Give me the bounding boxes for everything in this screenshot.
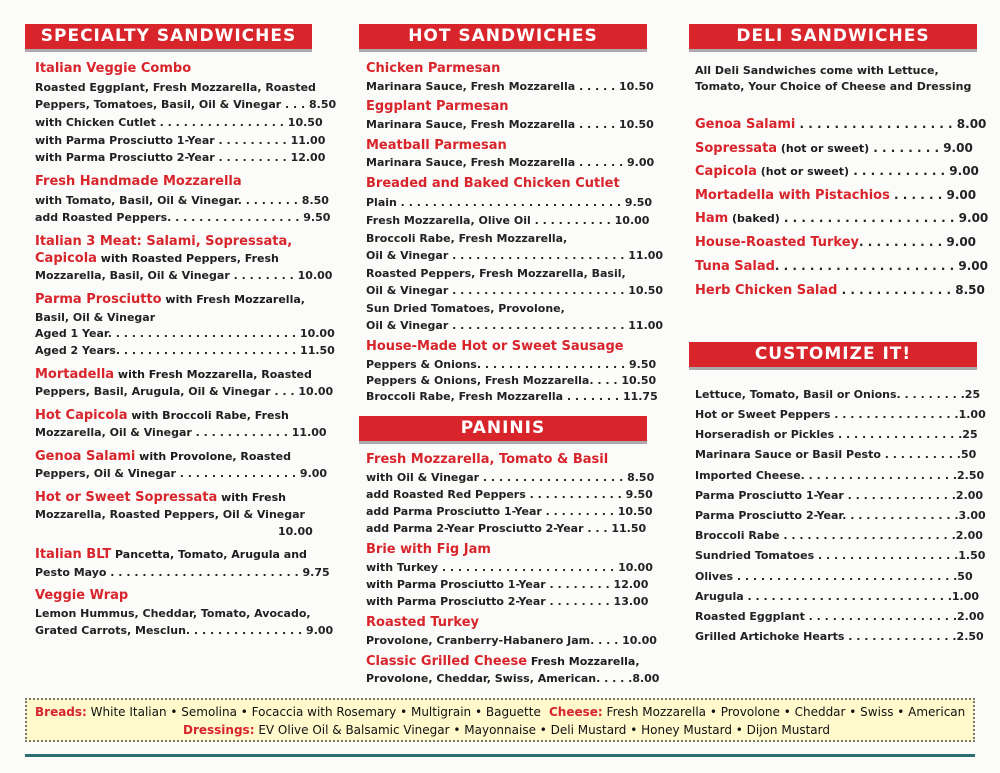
item-line: Provolone, Cheddar, Swiss, American. . . . .8.00 bbox=[366, 672, 660, 685]
deli-item: Genoa Salami . . . . . . . . . . . . . . . . . . 8.00 bbox=[695, 117, 987, 132]
specialty-header: SPECIALTY SANDWICHES bbox=[25, 24, 312, 52]
item-title: Roasted Turkey bbox=[366, 615, 480, 630]
item-line: Mozzarella, Basil, Oil & Vinegar . . . . . . . . 10.00 bbox=[35, 269, 333, 282]
customize-item: Hot or Sweet Peppers . . . . . . . . . . . . . . . .1.00 bbox=[695, 408, 986, 421]
deli-note: All Deli Sandwiches come with Lettuce, bbox=[695, 64, 939, 77]
item-title: Genoa Salami with Provolone, Roasted bbox=[35, 449, 292, 464]
cheese-list: Fresh Mozzarella • Provolone • Cheddar • Swiss • American bbox=[606, 705, 966, 719]
item-line: 10.00 bbox=[278, 525, 313, 538]
item-line: Peppers, Tomatoes, Basil, Oil & Vinegar . . . 8.50 bbox=[35, 98, 337, 111]
customize-header: CUSTOMIZE IT! bbox=[689, 342, 977, 370]
customize-item: Parma Prosciutto 1-Year . . . . . . . . . . . . . .2.00 bbox=[695, 489, 984, 502]
item-title: Italian Veggie Combo bbox=[35, 61, 192, 76]
item-line: add Parma 2-Year Prosciutto 2-Year . . . 11.50 bbox=[366, 522, 647, 535]
item-line: Oil & Vinegar . . . . . . . . . . . . . . . . . . . . . . 10.50 bbox=[366, 284, 664, 297]
item-line: with Tomato, Basil, Oil & Vinegar. . . . . . . . 8.50 bbox=[35, 194, 329, 207]
item-title: Fresh Mozzarella, Tomato & Basil bbox=[366, 452, 609, 467]
bottom-rule bbox=[25, 754, 975, 757]
item-line: Basil, Oil & Vinegar bbox=[35, 311, 156, 324]
item-title: Capicola with Roasted Peppers, Fresh bbox=[35, 251, 279, 266]
item-title: Italian 3 Meat: Salami, Sopressata, bbox=[35, 234, 293, 249]
dressings-label: Dressings: bbox=[183, 723, 255, 737]
paninis-header: PANINIS bbox=[359, 416, 647, 444]
deli-item: House-Roasted Turkey. . . . . . . . . . 9.00 bbox=[695, 235, 977, 250]
item-line: Marinara Sauce, Fresh Mozzarella . . . . . . 9.00 bbox=[366, 156, 655, 169]
customize-item: Imported Cheese. . . . . . . . . . . . . . . . . . . .2.50 bbox=[695, 469, 985, 482]
item-line: Oil & Vinegar . . . . . . . . . . . . . . . . . . . . . . 11.00 bbox=[366, 319, 664, 332]
deli-item: Ham (baked) . . . . . . . . . . . . . . . . . . . . 9.00 bbox=[695, 211, 989, 226]
item-line: Plain . . . . . . . . . . . . . . . . . . . . . . . . . . . . 9.50 bbox=[366, 196, 653, 209]
customize-item: Roasted Eggplant . . . . . . . . . . . . . . . . . . .2.00 bbox=[695, 610, 985, 623]
hot-header: HOT SANDWICHES bbox=[359, 24, 647, 52]
item-line: Oil & Vinegar . . . . . . . . . . . . . . . . . . . . . . 11.00 bbox=[366, 249, 664, 262]
item-line: Marinara Sauce, Fresh Mozzarella . . . . . 10.50 bbox=[366, 118, 654, 131]
deli-item: Mortadella with Pistachios . . . . . . 9.00 bbox=[695, 188, 977, 203]
item-title: House-Made Hot or Sweet Sausage bbox=[366, 339, 624, 354]
item-line: Fresh Mozzarella, Olive Oil . . . . . . . . . . 10.00 bbox=[366, 214, 650, 227]
item-title: Eggplant Parmesan bbox=[366, 99, 509, 114]
item-line: with Oil & Vinegar . . . . . . . . . . . . . . . . . . 8.50 bbox=[366, 471, 655, 484]
item-line: with Parma Prosciutto 1-Year . . . . . . . . 12.00 bbox=[366, 578, 649, 591]
item-title: Italian BLT Pancetta, Tomato, Arugula and bbox=[35, 547, 307, 562]
customize-item: Broccoli Rabe . . . . . . . . . . . . . . . . . . . . . .2.00 bbox=[695, 529, 983, 542]
item-line: with Parma Prosciutto 1-Year . . . . . . . . . 11.00 bbox=[35, 134, 326, 147]
item-title: Meatball Parmesan bbox=[366, 138, 507, 153]
customize-item: Grilled Artichoke Hearts . . . . . . . . . . . . . .2.50 bbox=[695, 630, 984, 643]
item-line: add Roasted Red Peppers . . . . . . . . . . . . 9.50 bbox=[366, 488, 653, 501]
customize-item: Olives . . . . . . . . . . . . . . . . . . . . . . . . . . . .50 bbox=[695, 570, 973, 583]
cheese-row bbox=[549, 704, 965, 720]
item-line: Sun Dried Tomatoes, Provolone, bbox=[366, 302, 565, 315]
deli-header: DELI SANDWICHES bbox=[689, 24, 977, 52]
deli-item: Sopressata (hot or sweet) . . . . . . . . 9.00 bbox=[695, 141, 973, 156]
item-line: Mozzarella, Roasted Peppers, Oil & Vinegar bbox=[35, 508, 305, 521]
item-line: Aged 1 Year. . . . . . . . . . . . . . . . . . . . . . . . 10.00 bbox=[35, 327, 335, 340]
item-line: add Parma Prosciutto 1-Year . . . . . . . . . 10.50 bbox=[366, 505, 653, 518]
item-title: Hot Capicola with Broccoli Rabe, Fresh bbox=[35, 408, 289, 423]
dressings-list: EV Olive Oil & Balsamic Vinegar • Mayonnaise • Deli Mustard • Honey Mustard • Dijon Mustard bbox=[258, 723, 830, 737]
item-line: with Parma Prosciutto 2-Year . . . . . . . . 13.00 bbox=[366, 595, 649, 608]
item-title: Veggie Wrap bbox=[35, 588, 129, 603]
item-line: Broccoli Rabe, Fresh Mozzarella, bbox=[366, 232, 568, 245]
deli-note: Tomato, Your Choice of Cheese and Dressing bbox=[695, 80, 972, 93]
item-line: Roasted Eggplant, Fresh Mozzarella, Roasted bbox=[35, 81, 316, 94]
customize-item: Sundried Tomatoes . . . . . . . . . . . . . . . . . .1.50 bbox=[695, 549, 986, 562]
breads-label: Breads: bbox=[35, 705, 87, 719]
item-line: Provolone, Cranberry-Habanero Jam. . . . 10.00 bbox=[366, 634, 657, 647]
breads-row bbox=[35, 704, 541, 720]
item-line: Aged 2 Years. . . . . . . . . . . . . . . . . . . . . . . 11.50 bbox=[35, 344, 335, 357]
item-line: Marinara Sauce, Fresh Mozzarella . . . . . 10.50 bbox=[366, 80, 654, 93]
item-line: Peppers, Basil, Arugula, Oil & Vinegar . . . 10.00 bbox=[35, 385, 334, 398]
breads-list: White Italian • Semolina • Focaccia with Rosemary • Multigrain • Baguette bbox=[90, 705, 541, 719]
deli-item: Herb Chicken Salad . . . . . . . . . . . . . 8.50 bbox=[695, 283, 985, 298]
item-title: Fresh Handmade Mozzarella bbox=[35, 174, 242, 189]
customize-item: Lettuce, Tomato, Basil or Onions. . . . . . . . .25 bbox=[695, 388, 981, 401]
deli-item: Capicola (hot or sweet) . . . . . . . . . . . 9.00 bbox=[695, 164, 979, 179]
item-line: Pesto Mayo . . . . . . . . . . . . . . . . . . . . . . . . 9.75 bbox=[35, 566, 330, 579]
customize-item: Arugula . . . . . . . . . . . . . . . . . . . . . . . . . .1.00 bbox=[695, 590, 980, 603]
customize-item: Parma Prosciutto 2-Year. . . . . . . . . . . . . . .3.00 bbox=[695, 509, 986, 522]
item-line: with Chicken Cutlet . . . . . . . . . . . . . . . . 10.50 bbox=[35, 116, 323, 129]
item-line: Roasted Peppers, Fresh Mozzarella, Basil, bbox=[366, 267, 626, 280]
deli-item: Tuna Salad. . . . . . . . . . . . . . . . . . . . . 9.00 bbox=[695, 259, 988, 274]
item-title: Chicken Parmesan bbox=[366, 61, 501, 76]
dressings-row bbox=[183, 722, 830, 738]
item-title: Parma Prosciutto with Fresh Mozzarella, bbox=[35, 292, 305, 307]
item-line: Lemon Hummus, Cheddar, Tomato, Avocado, bbox=[35, 607, 311, 620]
options-footer bbox=[25, 698, 975, 742]
item-line: Mozzarella, Oil & Vinegar . . . . . . . . . . . . 11.00 bbox=[35, 426, 327, 439]
item-line: Peppers, Oil & Vinegar . . . . . . . . . . . . . . . 9.00 bbox=[35, 467, 328, 480]
item-line: with Turkey . . . . . . . . . . . . . . . . . . . . . . 10.00 bbox=[366, 561, 653, 574]
customize-item: Marinara Sauce or Basil Pesto . . . . . . . . . .50 bbox=[695, 448, 977, 461]
item-line: add Roasted Peppers. . . . . . . . . . . . . . . . . 9.50 bbox=[35, 211, 331, 224]
item-line: Broccoli Rabe, Fresh Mozzarella . . . . . . . 11.75 bbox=[366, 390, 658, 403]
item-line: with Parma Prosciutto 2-Year . . . . . . . . . 12.00 bbox=[35, 151, 326, 164]
item-line: Peppers & Onions, Fresh Mozzarella. . . . 10.50 bbox=[366, 374, 657, 387]
cheese-label: Cheese: bbox=[549, 705, 603, 719]
item-line: Grated Carrots, Mesclun. . . . . . . . . . . . . . . 9.00 bbox=[35, 624, 334, 637]
customize-item: Horseradish or Pickles . . . . . . . . . . . . . . . .25 bbox=[695, 428, 978, 441]
item-title: Brie with Fig Jam bbox=[366, 542, 491, 557]
item-title: Classic Grilled Cheese Fresh Mozzarella, bbox=[366, 654, 640, 669]
item-title: Breaded and Baked Chicken Cutlet bbox=[366, 176, 620, 191]
item-title: Mortadella with Fresh Mozzarella, Roasted bbox=[35, 367, 312, 382]
item-title: Hot or Sweet Sopressata with Fresh bbox=[35, 490, 286, 505]
item-line: Peppers & Onions. . . . . . . . . . . . . . . . . . . 9.50 bbox=[366, 358, 657, 371]
